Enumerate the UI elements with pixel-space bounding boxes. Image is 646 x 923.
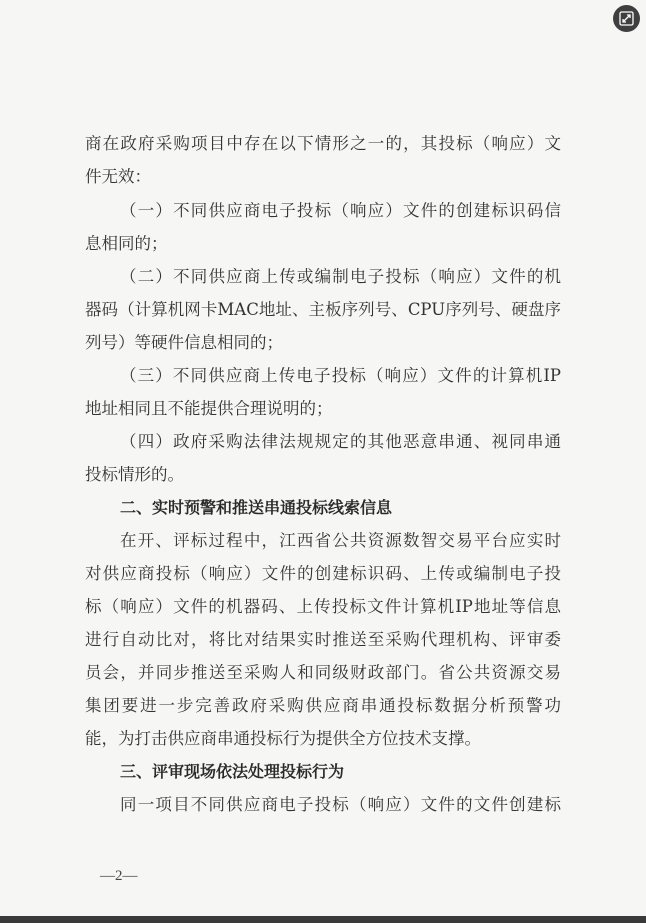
section-heading: 二、实时预警和推送串通投标线索信息 xyxy=(120,498,393,517)
text-line: （二）不同供应商上传或编制电子投标（响应）文件的机 xyxy=(120,267,561,286)
section-heading: 三、评审现场依法处理投标行为 xyxy=(120,762,345,781)
text-line: （三）不同供应商上传电子投标（响应）文件的计算机IP xyxy=(120,366,561,385)
text-line: 投标情形的。 xyxy=(85,465,184,484)
text-line: 息相同的； xyxy=(85,234,168,253)
text-line: 对供应商投标（响应）文件的创建标识码、上传或编制电子投 xyxy=(85,564,561,583)
text-line: 在开、评标过程中，江西省公共资源数智交易平台应实时 xyxy=(120,531,561,550)
text-line: （四）政府采购法律法规规定的其他恶意串通、视同串通 xyxy=(120,432,561,451)
text-line: 集团要进一步完善政府采购供应商串通投标数据分析预警功 xyxy=(85,696,561,715)
text-line: 员会，并同步推送至采购人和同级财政部门。省公共资源交易 xyxy=(85,663,561,682)
text-line: 地址相同且不能提供合理说明的； xyxy=(85,399,333,418)
text-line: 进行自动比对，将比对结果实时推送至采购代理机构、评审委 xyxy=(85,630,561,649)
page-number: —2— xyxy=(100,868,138,884)
text-line: 标（响应）文件的机器码、上传投标文件计算机IP地址等信息 xyxy=(85,597,561,616)
text-line: 器码（计算机网卡MAC地址、主板序列号、CPU序列号、硬盘序 xyxy=(85,300,561,319)
text-line: （一）不同供应商电子投标（响应）文件的创建标识码信 xyxy=(120,201,561,220)
expand-icon xyxy=(619,11,634,26)
bottom-bar xyxy=(0,916,646,923)
text-line: 同一项目不同供应商电子投标（响应）文件的文件创建标 xyxy=(120,795,561,814)
text-line: 件无效： xyxy=(85,167,151,186)
expand-button[interactable] xyxy=(613,5,640,32)
text-line: 商在政府采购项目中存在以下情形之一的，其投标（响应）文 xyxy=(85,134,561,153)
text-line: 能，为打击供应商串通投标行为提供全方位技术支撑。 xyxy=(85,729,481,748)
text-line: 列号）等硬件信息相同的； xyxy=(85,333,283,352)
